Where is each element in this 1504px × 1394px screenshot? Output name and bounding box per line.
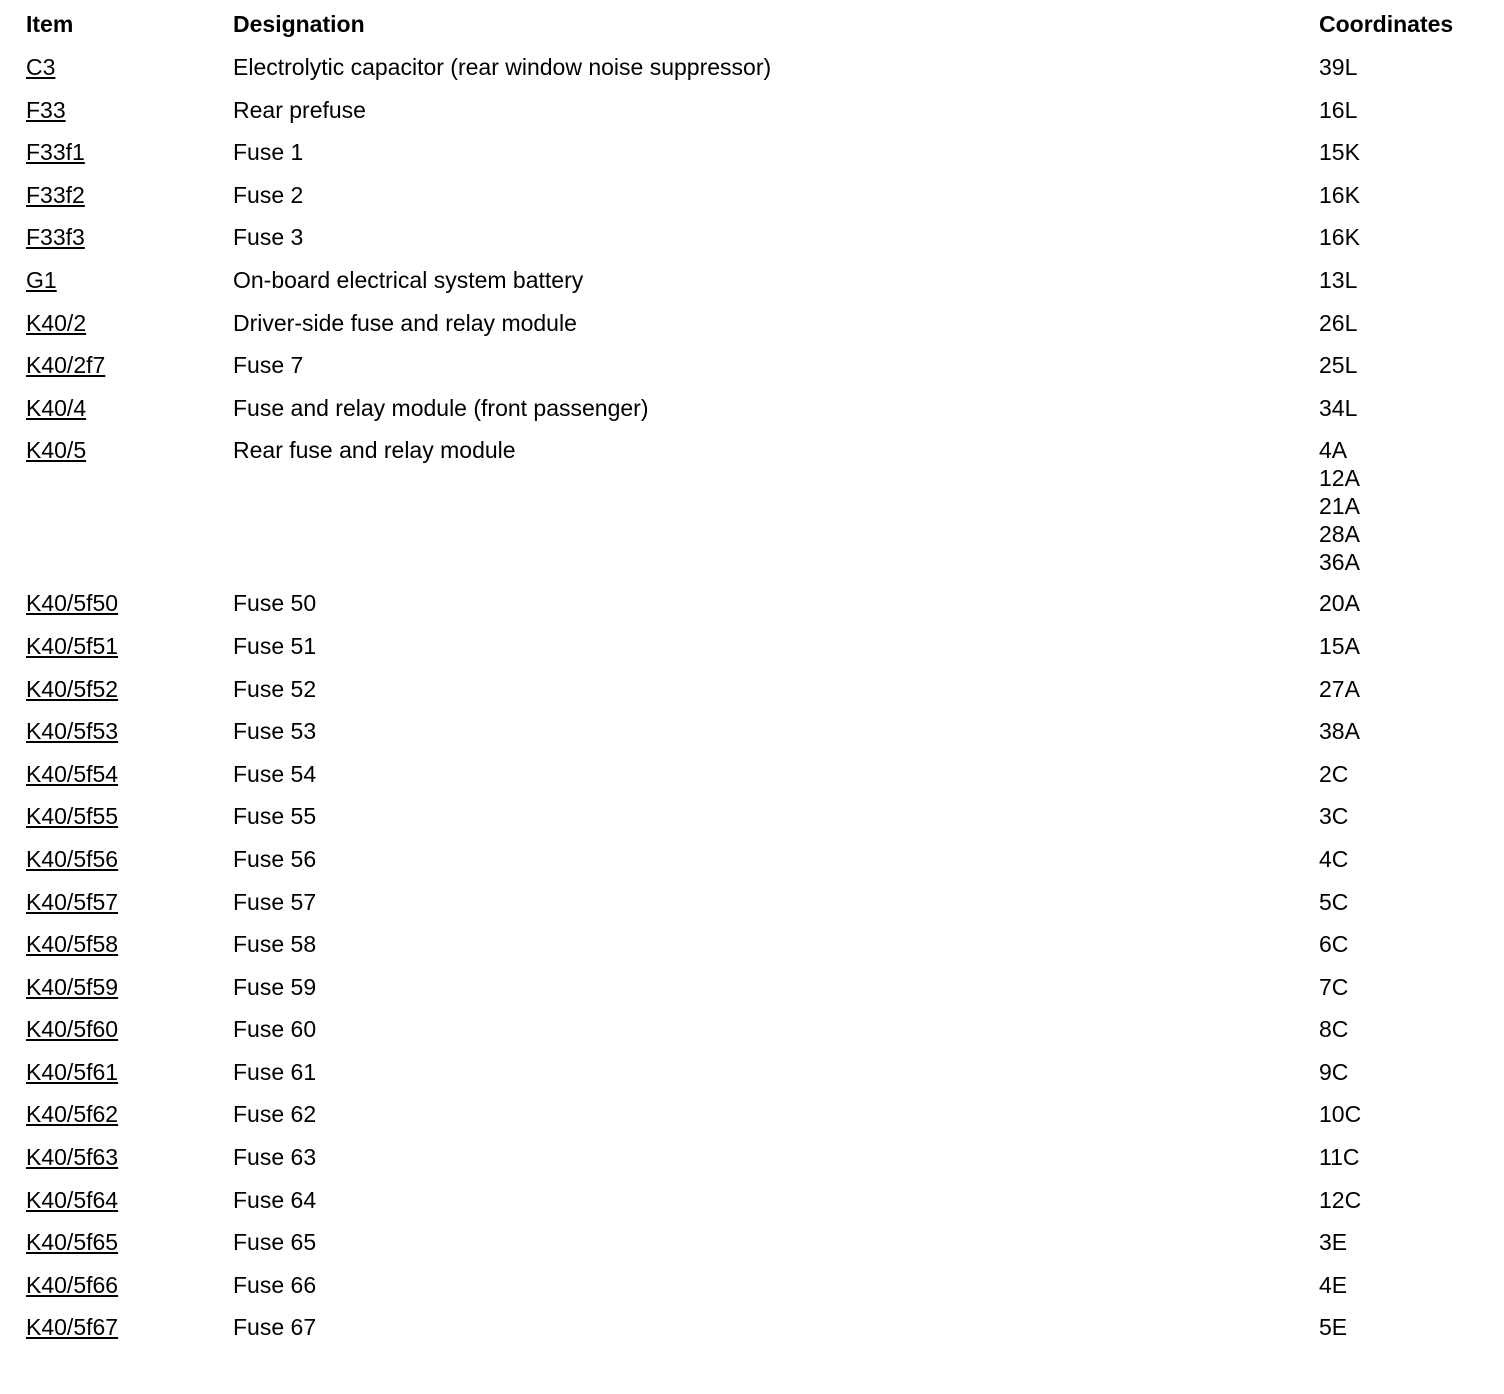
table-row — [26, 760, 1486, 803]
coordinates-cell — [1319, 973, 1486, 1016]
designation-cell: Fuse 51 — [233, 632, 317, 659]
coordinates-cell — [1319, 1015, 1486, 1058]
coordinates-cell — [1319, 1058, 1486, 1101]
item-cell — [26, 1015, 233, 1058]
item-link[interactable]: K40/5f55 — [26, 803, 119, 830]
table-row — [26, 632, 1486, 675]
designation-cell: Fuse 62 — [233, 1101, 317, 1128]
designation-cell: Electrolytic capacitor (rear window noise suppressor) — [233, 54, 772, 80]
table-row — [26, 930, 1486, 973]
designation-cell: Fuse 65 — [233, 1229, 317, 1256]
item-cell — [26, 1058, 233, 1101]
coordinate-value: 12C — [1319, 1186, 1362, 1213]
item-cell — [26, 1143, 233, 1186]
designation-cell: Fuse 57 — [233, 888, 317, 915]
coordinates-cell — [1319, 223, 1486, 266]
coordinate-value: 15A — [1319, 632, 1360, 659]
table-row — [26, 1015, 1486, 1058]
item-link[interactable]: K40/5f56 — [26, 845, 119, 872]
item-link[interactable]: K40/5f63 — [26, 1144, 119, 1171]
coordinate-value: 25L — [1319, 352, 1358, 379]
item-cell — [26, 1100, 233, 1143]
coordinates-cell — [1319, 436, 1486, 589]
item-link[interactable]: F33f1 — [26, 139, 85, 166]
coordinate-value: 16L — [1319, 96, 1358, 123]
table-row — [26, 266, 1486, 309]
table-body — [26, 53, 1486, 1356]
coordinate-value: 4E — [1319, 1271, 1348, 1298]
item-cell — [26, 351, 233, 394]
coordinate-value: 21A — [1319, 493, 1360, 520]
coordinates-cell — [1319, 802, 1486, 845]
item-link[interactable]: K40/5f53 — [26, 718, 119, 745]
item-link[interactable]: K40/5f67 — [26, 1314, 119, 1341]
table-row — [26, 675, 1486, 718]
designation-cell: Fuse 67 — [233, 1314, 317, 1341]
coordinates-cell — [1319, 96, 1486, 139]
table-row — [26, 1100, 1486, 1143]
coordinate-value: 5E — [1319, 1314, 1348, 1341]
coordinates-cell — [1319, 309, 1486, 352]
designation-cell: Fuse 59 — [233, 973, 317, 1000]
coordinates-cell — [1319, 1100, 1486, 1143]
header-item: Item — [26, 11, 74, 37]
header-coordinates: Coordinates — [1319, 11, 1454, 37]
item-link[interactable]: F33f3 — [26, 224, 85, 251]
header-designation: Designation — [233, 11, 365, 37]
coordinates-cell — [1319, 53, 1486, 96]
coordinates-cell — [1319, 632, 1486, 675]
coordinate-value: 38A — [1319, 718, 1360, 745]
table-row — [26, 1143, 1486, 1186]
coordinates-cell — [1319, 888, 1486, 931]
coordinate-value: 5C — [1319, 888, 1349, 915]
table-row — [26, 1271, 1486, 1314]
item-cell — [26, 394, 233, 437]
coordinate-value: 11C — [1319, 1144, 1360, 1171]
table-row — [26, 223, 1486, 266]
table-row — [26, 436, 1486, 589]
coordinates-cell — [1319, 266, 1486, 309]
designation-cell: Fuse 66 — [233, 1271, 317, 1298]
coordinates-cell — [1319, 1228, 1486, 1271]
designation-cell: Fuse 7 — [233, 352, 304, 379]
item-link[interactable]: K40/5f58 — [26, 931, 119, 958]
designation-cell: On-board electrical system battery — [233, 266, 584, 293]
coordinates-cell — [1319, 1186, 1486, 1229]
coordinate-value: 27A — [1319, 675, 1360, 702]
item-cell — [26, 309, 233, 352]
coordinate-value: 9C — [1319, 1058, 1349, 1085]
designation-cell: Fuse 55 — [233, 803, 317, 830]
table-row — [26, 53, 1486, 96]
item-cell — [26, 181, 233, 224]
item-cell — [26, 888, 233, 931]
coordinates-cell — [1319, 1143, 1486, 1186]
designation-cell: Fuse 54 — [233, 760, 317, 787]
item-link[interactable]: K40/5f59 — [26, 973, 119, 1000]
designation-cell: Fuse 63 — [233, 1144, 317, 1171]
coordinate-value: 16K — [1319, 224, 1360, 251]
coordinate-value: 3E — [1319, 1229, 1348, 1256]
coordinate-value: 4A — [1319, 437, 1348, 464]
item-link[interactable]: K40/2 — [26, 309, 87, 336]
coordinate-value: 20A — [1319, 590, 1360, 617]
coordinates-cell — [1319, 589, 1486, 632]
coordinate-value: 34L — [1319, 394, 1358, 421]
table-row — [26, 138, 1486, 181]
item-cell — [26, 53, 233, 96]
item-cell — [26, 223, 233, 266]
coordinate-value: 8C — [1319, 1016, 1349, 1043]
coordinate-value: 36A — [1319, 549, 1360, 576]
designation-cell: Rear prefuse — [233, 96, 366, 123]
item-link[interactable]: K40/2f7 — [26, 352, 106, 379]
table-row — [26, 309, 1486, 352]
designation-cell: Fuse 52 — [233, 675, 317, 702]
designation-cell: Fuse 53 — [233, 718, 317, 745]
table-row — [26, 1228, 1486, 1271]
designation-cell: Fuse 61 — [233, 1058, 317, 1085]
item-cell — [26, 1228, 233, 1271]
table-row — [26, 845, 1486, 888]
coordinates-cell — [1319, 760, 1486, 803]
table-row — [26, 973, 1486, 1016]
table-row — [26, 96, 1486, 139]
item-cell — [26, 1186, 233, 1229]
table-row — [26, 717, 1486, 760]
item-cell — [26, 973, 233, 1016]
item-link[interactable]: F33 — [26, 96, 66, 123]
item-link[interactable]: K40/5f50 — [26, 590, 119, 617]
item-link[interactable]: K40/5f52 — [26, 675, 119, 702]
item-cell — [26, 675, 233, 718]
coordinates-cell — [1319, 845, 1486, 888]
table-row — [26, 351, 1486, 394]
coordinates-cell — [1319, 1271, 1486, 1314]
coordinate-value: 39L — [1319, 54, 1358, 80]
designation-cell: Fuse 58 — [233, 931, 317, 958]
designation-cell: Driver-side fuse and relay module — [233, 309, 577, 336]
table-header — [26, 10, 1486, 53]
table-row — [26, 1313, 1486, 1356]
coordinate-value: 15K — [1319, 139, 1360, 166]
item-cell — [26, 930, 233, 973]
item-link[interactable]: K40/5f60 — [26, 1016, 119, 1043]
designation-cell: Fuse 56 — [233, 845, 317, 872]
table-row — [26, 888, 1486, 931]
item-link[interactable]: K40/5f62 — [26, 1101, 119, 1128]
item-link[interactable]: C3 — [26, 54, 56, 80]
coordinate-value: 3C — [1319, 803, 1349, 830]
designation-cell: Fuse 2 — [233, 181, 304, 208]
item-cell — [26, 266, 233, 309]
coordinate-value: 12A — [1319, 465, 1360, 492]
item-cell — [26, 138, 233, 181]
coordinates-cell — [1319, 717, 1486, 760]
item-cell — [26, 96, 233, 139]
coordinate-value: 10C — [1319, 1101, 1362, 1128]
designation-cell: Fuse and relay module (front passenger) — [233, 394, 649, 421]
designation-cell: Fuse 1 — [233, 139, 304, 166]
coordinates-cell — [1319, 138, 1486, 181]
designation-cell: Fuse 64 — [233, 1186, 317, 1213]
item-link[interactable]: F33f2 — [26, 181, 85, 208]
item-cell — [26, 632, 233, 675]
coordinates-cell — [1319, 351, 1486, 394]
table-row — [26, 1186, 1486, 1229]
coordinate-value: 16K — [1319, 181, 1360, 208]
table-row — [26, 802, 1486, 845]
table-row — [26, 1058, 1486, 1101]
item-cell — [26, 802, 233, 845]
coordinate-value: 26L — [1319, 309, 1358, 336]
header-row — [26, 10, 1486, 53]
coordinate-value: 4C — [1319, 845, 1349, 872]
coordinate-value: 28A — [1319, 521, 1360, 548]
coordinate-value: 7C — [1319, 973, 1349, 1000]
designation-cell: Fuse 60 — [233, 1016, 317, 1043]
item-cell — [26, 436, 233, 589]
item-cell — [26, 1271, 233, 1314]
item-cell — [26, 717, 233, 760]
item-link[interactable]: K40/5f61 — [26, 1058, 119, 1085]
designation-cell: Rear fuse and relay module — [233, 437, 516, 464]
table-row — [26, 394, 1486, 437]
coordinates-cell — [1319, 930, 1486, 973]
coordinates-cell — [1319, 394, 1486, 437]
coordinates-cell — [1319, 181, 1486, 224]
coordinates-cell — [1319, 675, 1486, 718]
table-row — [26, 181, 1486, 224]
item-link[interactable]: K40/5f57 — [26, 888, 119, 915]
coordinate-value: 13L — [1319, 266, 1358, 293]
item-cell — [26, 1313, 233, 1356]
item-link[interactable]: K40/5f51 — [26, 632, 119, 659]
item-cell — [26, 760, 233, 803]
designation-cell: Fuse 3 — [233, 224, 304, 251]
table-row — [26, 589, 1486, 632]
item-cell — [26, 589, 233, 632]
item-link[interactable]: K40/5f54 — [26, 760, 119, 787]
coordinate-value: 6C — [1319, 931, 1349, 958]
coordinate-value: 2C — [1319, 760, 1349, 787]
item-link[interactable]: K40/5f66 — [26, 1271, 119, 1298]
item-link[interactable]: K40/4 — [26, 394, 87, 421]
item-link[interactable]: K40/5f65 — [26, 1229, 119, 1256]
component-legend-table — [26, 10, 1486, 1356]
item-link[interactable]: G1 — [26, 266, 57, 293]
coordinates-cell — [1319, 1313, 1486, 1356]
item-link[interactable]: K40/5 — [26, 437, 87, 464]
item-cell — [26, 845, 233, 888]
designation-cell: Fuse 50 — [233, 590, 317, 617]
item-link[interactable]: K40/5f64 — [26, 1186, 119, 1213]
